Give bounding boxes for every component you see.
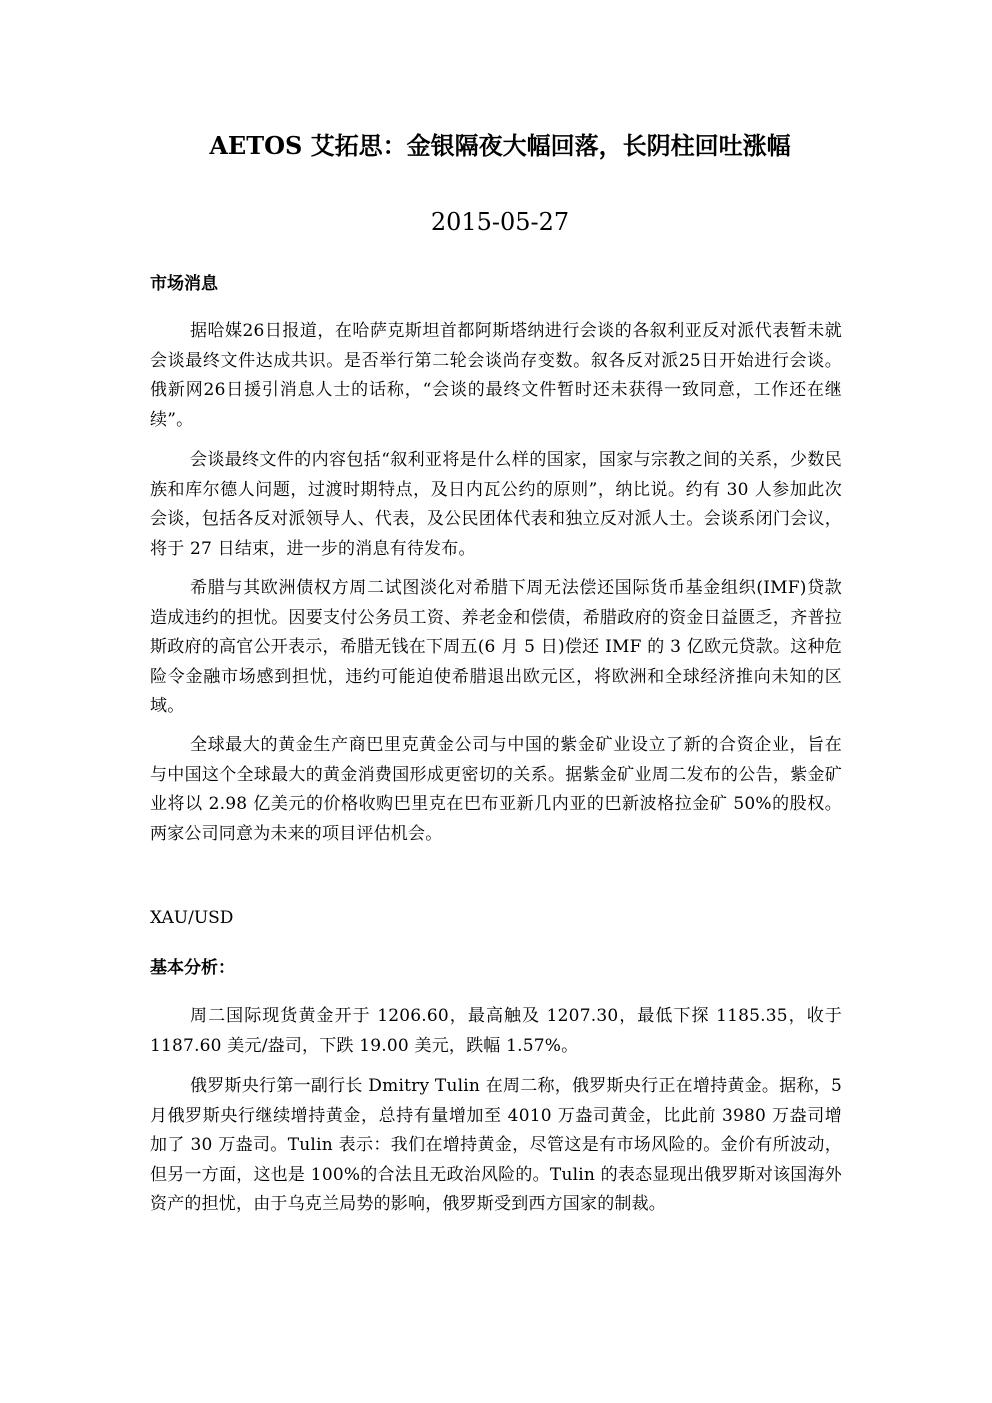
paragraph-syria-talks: 据哈媒26日报道，在哈萨克斯坦首都阿斯塔纳进行会谈的各叙利亚反对派代表暂未就会谈最终文件达成共识。是否举行第二轮会谈尚存变数。叙各反对派25日开始进行会谈。俄新网26日援引消息人士的话称，“会谈的最终文件暂时还未获得一致同意，工作还在继续”。 <box>150 321 842 430</box>
symbol-label: XAU/USD <box>150 908 234 928</box>
paragraph-barrick-zijin: 全球最大的黄金生产商巴里克黄金公司与中国的紫金矿业设立了新的合资企业，旨在与中国这个全球最大的黄金消费国形成更密切的关系。据紫金矿业周二发布的公告，紫金矿业将以 2.98 亿美元的价格收购巴里克在巴布亚新几内亚的巴新波格拉金矿 50%的股权。两家公司同意为未来的项目评估机会。 <box>150 735 842 844</box>
section-heading-fundamental-analysis: 基本分析： <box>150 958 235 978</box>
section-heading-market-news: 市场消息 <box>150 274 218 294</box>
paragraph-russia-gold: 俄罗斯央行第一副行长 Dmitry Tulin 在周二称，俄罗斯央行正在增持黄金。据称，5 月俄罗斯央行继续增持黄金，总持有量增加至 4010 万盎司黄金，比此前 3980 万盎司增加了 30 万盎司。Tulin 表示：我们在增持黄金，尽管这是有市场风险的。金价有所波动，但另一方面，这也是 100%的合法且无政治风险的。Tulin 的表态显现出俄罗斯对该国海外资产的担忧，由于乌克兰局势的影响，俄罗斯受到西方国家的制裁。 <box>150 1076 842 1214</box>
paragraph-final-document: 会谈最终文件的内容包括“叙利亚将是什么样的国家，国家与宗教之间的关系，少数民族和库尔德人问题，过渡时期特点，及日内瓦公约的原则”，纳比说。约有 30 人参加此次会谈，包括各反对派领导人、代表，及公民团体代表和独立反对派人士。会谈系闭门会议，将于 27 日结束，进一步的消息有待发布。 <box>150 450 842 559</box>
document-title: AETOS 艾拓思：金银隔夜大幅回落，长阴柱回吐涨幅 <box>209 131 791 160</box>
paragraph-gold-price: 周二国际现货黄金开于 1206.60，最高触及 1207.30，最低下探 1185.35，收于 1187.60 美元/盎司，下跌 19.00 美元，跌幅 1.57%。 <box>150 1006 842 1056</box>
paragraph-greece-imf: 希腊与其欧洲债权方周二试图淡化对希腊下周无法偿还国际货币基金组织(IMF)贷款造成违约的担忧。因要支付公务员工资、养老金和偿债，希腊政府的资金日益匮乏，齐普拉斯政府的高官公开表示，希腊无钱在下周五(6 月 5 日)偿还 IMF 的 3 亿欧元贷款。这种危险令金融市场感到担忧，违约可能迫使希腊退出欧元区，将欧洲和全球经济推向未知的区域。 <box>150 578 842 716</box>
document-date: 2015-05-27 <box>430 208 570 236</box>
